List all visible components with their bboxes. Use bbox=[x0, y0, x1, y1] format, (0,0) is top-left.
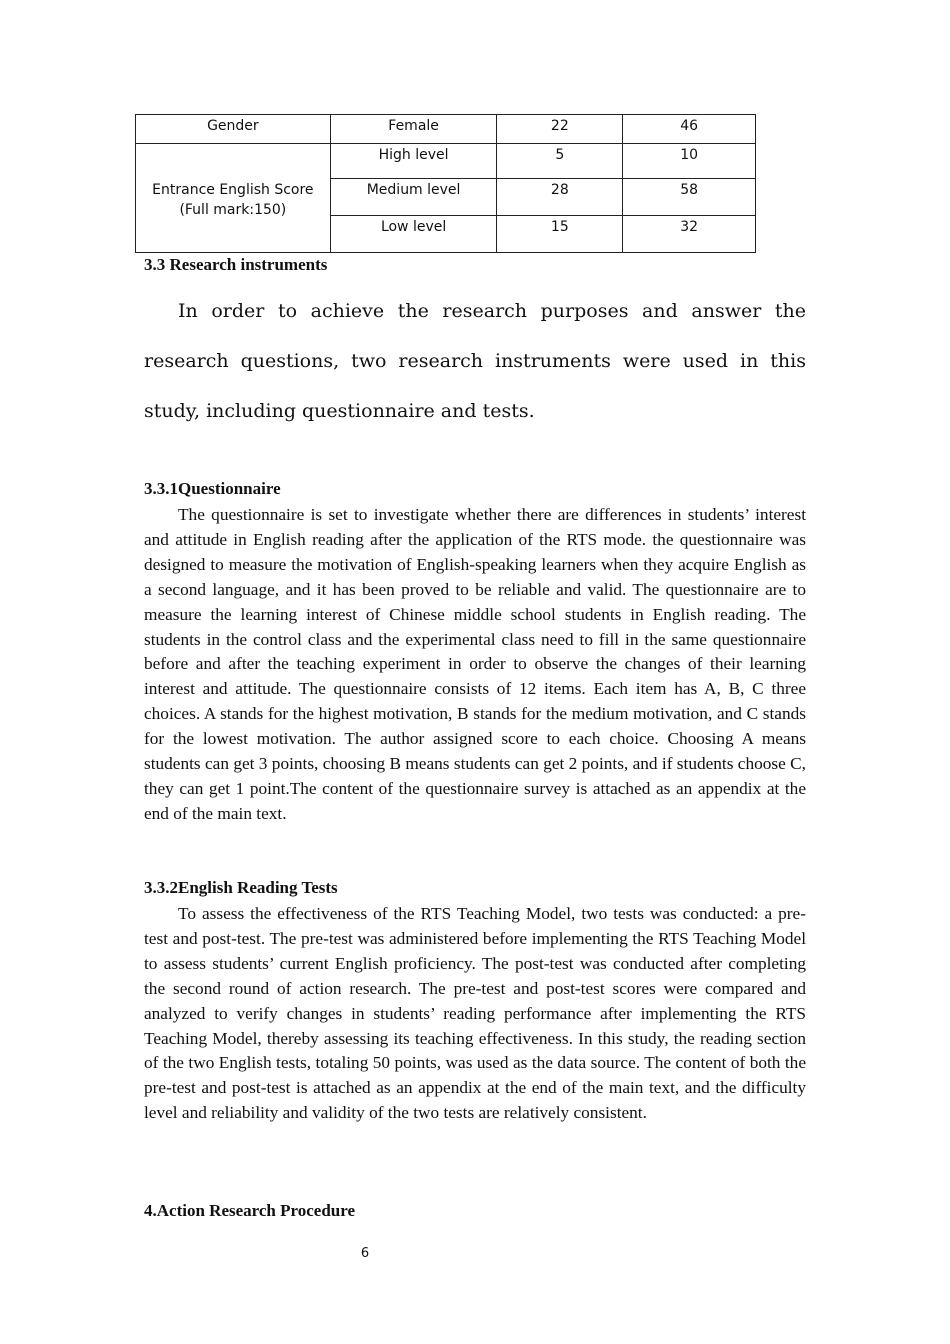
table-cell-category: Low level bbox=[330, 216, 497, 253]
section-heading-reading-tests: 3.3.2English Reading Tests bbox=[144, 878, 338, 897]
table-cell-category: Medium level bbox=[330, 179, 497, 216]
page-number: 6 bbox=[360, 1246, 370, 1261]
table-row bbox=[136, 115, 756, 144]
entrance-score-label: Entrance English Score bbox=[152, 181, 314, 198]
table-cell-label bbox=[136, 144, 331, 253]
table-cell-percent: 58 bbox=[623, 179, 756, 216]
table-cell-percent: 32 bbox=[623, 216, 756, 253]
section-heading-research-instruments: 3.3 Research instruments bbox=[144, 255, 328, 274]
questionnaire-paragraph: The questionnaire is set to investigate whether there are differences in students’ interest and attitude in English reading after the application of the RTS mode. the questionnaire was designed to measure the motivation of English-speaking learners when they acquire English as a second language, and it has been proved to be reliable and valid. The questionnaire are to measure the learning interest of Chinese middle school students in English reading. The students in the control class and the experimental class need to fill in the same questionnaire before and after the teaching experiment in order to observe the changes of their learning interest and attitude. The questionnaire consists of 12 items. Each item has A, B, C three choices. A stands for the highest motivation, B stands for the medium motivation, and C stands for the lowest motivation. The author assigned score to each choice. Choosing A means students can get 3 points, choosing B means students can get 2 points, and if students choose C, they can get 1 point.The content of the questionnaire survey is attached as an appendix at the end of the main text. bbox=[144, 505, 806, 823]
participant-table bbox=[135, 114, 756, 253]
table-cell-count: 15 bbox=[497, 216, 623, 253]
full-mark-label: (Full mark:150) bbox=[179, 201, 287, 218]
table-cell-count: 5 bbox=[497, 144, 623, 179]
table-cell-count: 28 bbox=[497, 179, 623, 216]
table-cell-label: Gender bbox=[136, 115, 331, 144]
table-cell-percent: 10 bbox=[623, 144, 756, 179]
table-cell-category: High level bbox=[330, 144, 497, 179]
table-cell-count: 22 bbox=[497, 115, 623, 144]
research-instruments-paragraph: In order to achieve the research purposes and answer the research questions, two research instruments were used in this study, including questionnaire and tests. bbox=[144, 300, 806, 422]
table-cell-percent: 46 bbox=[623, 115, 756, 144]
section-heading-action-research: 4.Action Research Procedure bbox=[144, 1201, 356, 1220]
table-row bbox=[136, 144, 756, 179]
reading-tests-paragraph: To assess the effectiveness of the RTS Teaching Model, two tests was conducted: a pre-test and post-test. The pre-test was administered before implementing the RTS Teaching Model to assess students’ current English proficiency. The post-test was conducted after completing the second round of action research. The pre-test and post-test scores were compared and analyzed to verify changes in students’ reading performance after implementing the RTS Teaching Model, thereby assessing its teaching effectiveness. In this study, the reading section of the two English tests, totaling 50 points, was used as the data source. The content of both the pre-test and post-test is attached as an appendix at the end of the main text, and the difficulty level and reliability and validity of the two tests are relatively consistent. bbox=[144, 904, 806, 1123]
section-heading-questionnaire: 3.3.1Questionnaire bbox=[144, 479, 281, 498]
table-cell-category: Female bbox=[330, 115, 497, 144]
